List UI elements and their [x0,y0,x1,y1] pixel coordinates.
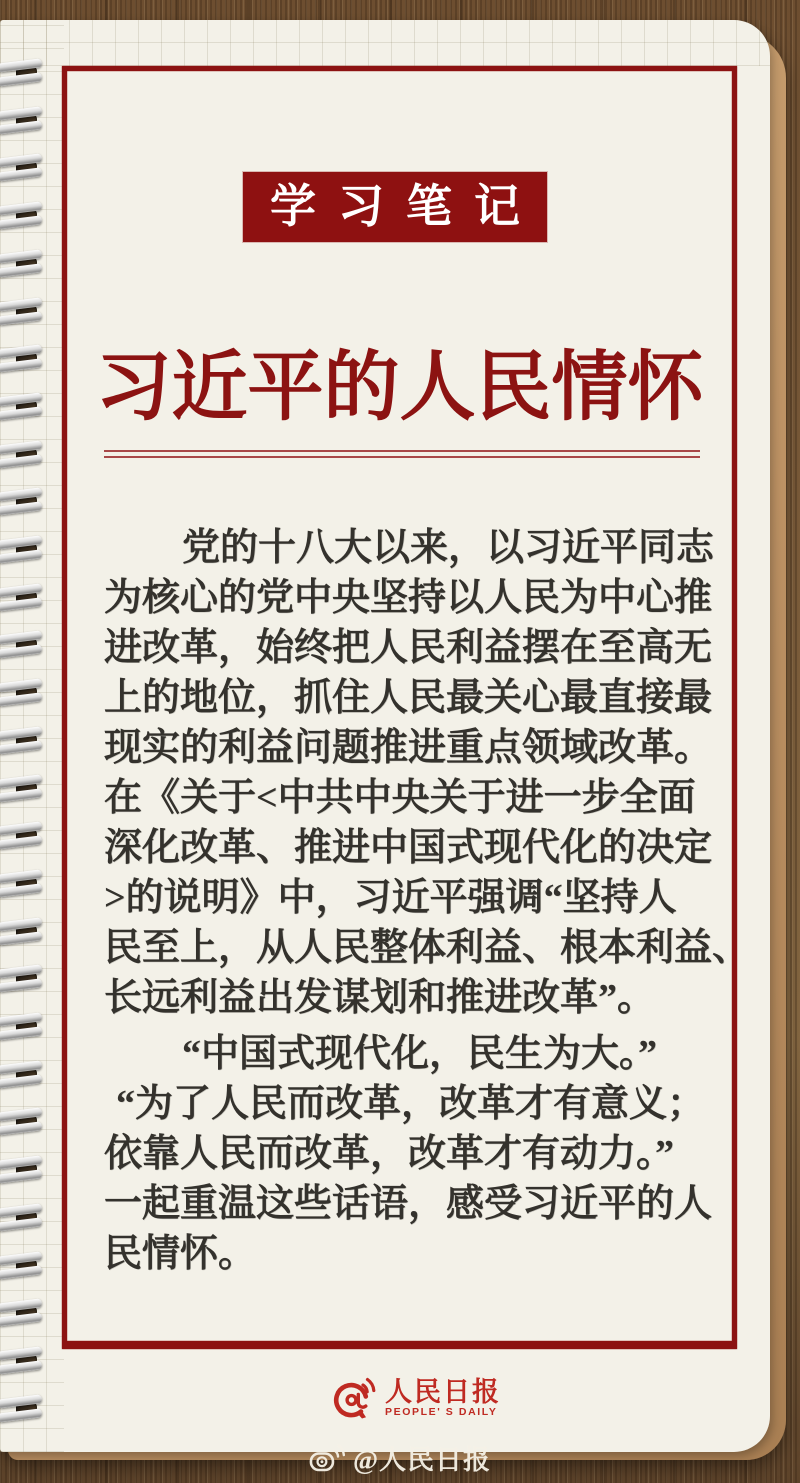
notebook-page [0,20,770,1452]
text-line: “中国式现代化，民生为大。” [182,1033,658,1075]
binding-wire [0,263,42,277]
binding-wire [0,72,42,86]
spiral-ring [0,583,47,617]
at-broadcast-icon [330,1374,378,1422]
brand-name-en: PEOPLE' S DAILY [385,1405,498,1418]
binding-wire [0,1169,42,1183]
badge: 学习笔记 [243,172,547,242]
binding-wire [0,883,42,897]
binding-wire [0,120,42,134]
text-line: 民情怀。 [104,1233,257,1275]
binding-wire [0,1026,42,1040]
text-line: 民至上，从人民整体利益、根本利益、 [104,927,751,969]
binding-wire [0,979,42,993]
weibo-icon [309,1443,345,1472]
binding-wire [0,1074,42,1088]
binding-wire [0,1360,42,1374]
text-line: 长远利益出发谋划和推进改革”。 [104,977,656,1019]
binding-wire [0,1122,42,1136]
spiral-ring [0,201,47,235]
spiral-ring [0,917,47,951]
paragraph [104,523,751,1023]
spiral-ring [0,630,47,664]
spiral-ring [0,1060,47,1094]
spiral-ring [0,821,47,855]
spiral-ring [0,487,47,521]
text-line: >的说明》中，习近平强调“坚持人 [104,877,677,919]
spiral-ring [0,153,47,187]
watermark-text: @人民日报 [352,1445,492,1475]
spiral-ring [0,249,47,283]
page-title: 习近平的人民情怀 [95,346,704,430]
text-line: “为了人民而改革，改革才有意义； [116,1083,706,1125]
binding-wire [0,358,42,372]
binding-wire [0,311,42,325]
spiral-ring [0,678,47,712]
spiral-ring [0,1394,47,1428]
text-line: 现实的利益问题推进重点领域改革。 [104,727,713,769]
spiral-ring [0,392,47,426]
binding-wire [0,645,42,659]
text-line: 在《关于<中共中央关于进一步全面 [104,777,696,819]
text-line: 上的地位，抓住人民最关心最直接最 [104,677,713,719]
binding-wire [0,502,42,516]
spiral-ring [0,869,47,903]
text-line: 党的十八大以来，以习近平同志 [182,527,715,569]
spiral-ring [0,774,47,808]
binding-wire [0,168,42,182]
weibo-watermark [309,1438,491,1477]
binding-wire [0,788,42,802]
binding-wire [0,1408,42,1422]
binding-wire [0,835,42,849]
spiral-ring [0,1107,47,1141]
binding-wire [0,406,42,420]
text-line: 依靠人民而改革，改革才有动力。” [104,1133,675,1175]
spiral-ring [0,726,47,760]
binding-wire [0,931,42,945]
spiral-ring [0,344,47,378]
text-line: 进改革，始终把人民利益摆在至高无 [104,627,713,669]
grid-paper-top [0,20,770,66]
binding-wire [0,692,42,706]
binding-wire [0,597,42,611]
binding-wire [0,1312,42,1326]
spiral-binding [0,20,60,1452]
spiral-ring [0,106,47,140]
binding-wire [0,454,42,468]
text-line: 为核心的党中央坚持以人民为中心推 [104,577,713,619]
spiral-ring [0,440,47,474]
spiral-ring [0,535,47,569]
spiral-ring [0,297,47,331]
spiral-ring [0,1155,47,1189]
article-body [104,523,751,1279]
spiral-ring [0,964,47,998]
binding-wire [0,1265,42,1279]
binding-wire [0,1217,42,1231]
brand-logo [330,1374,501,1422]
spiral-ring [0,1298,47,1332]
spiral-ring [0,1251,47,1285]
text-line: 深化改革、推进中国式现代化的决定 [104,827,713,869]
binding-wire [0,549,42,563]
spiral-ring [0,1346,47,1380]
text-line: 一起重温这些话语，感受习近平的人 [104,1183,713,1225]
paragraph [104,1029,713,1279]
title-divider [104,450,700,458]
spiral-ring [0,1012,47,1046]
spiral-ring [0,1203,47,1237]
binding-wire [0,215,42,229]
binding-wire [0,740,42,754]
spiral-ring [0,58,47,92]
brand-name-cn: 人民日报 [385,1376,501,1407]
brand-text [385,1378,501,1419]
